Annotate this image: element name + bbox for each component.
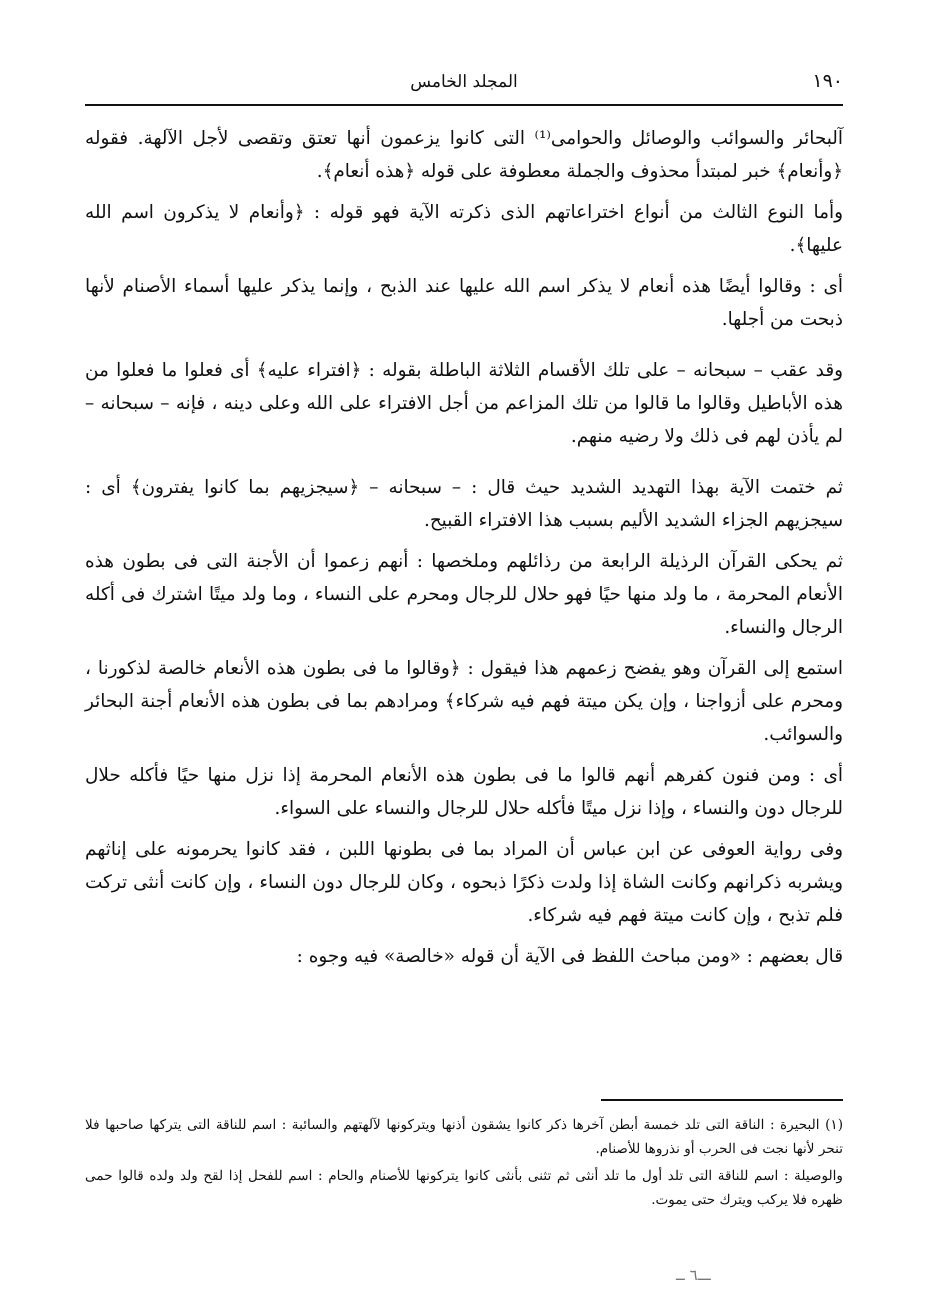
paragraph: ثم ختمت الآية بهذا التهديد الشديد حيث قال : – سبحانه – ﴿سيجزيهم بما كانوا يفترون﴾ أى : سيجزيهم الجزاء الشديد الأليم بسبب هذا الافتراء القبيح. (85, 477, 843, 531)
footnotes (85, 1113, 843, 1215)
paragraph: وأما النوع الثالث من أنواع اختراعاتهم الذى ذكرته الآية فهو قوله : ﴿وأنعام لا يذكرون اسم الله عليها﴾. (85, 202, 843, 256)
running-title: المجلد الخامس (410, 72, 518, 92)
footnote-divider (601, 1099, 843, 1101)
page-number: ١٩٠ (812, 70, 843, 92)
paragraph: وقد عقب – سبحانه – على تلك الأقسام الثلاثة الباطلة بقوله : ﴿افتراء عليه﴾ أى فعلوا ما فعلوا من هذه الأباطيل وقالوا ما قالوا من تلك المزاعم من أجل الافتراء على الله وعلى دينه ، فإنه – سبحانه – لم يأذن لهم فى ذلك ولا رضيه منهم. (85, 360, 843, 447)
footnote: والوصيلة : اسم للناقة التى تلد أول ما تلد أنثى ثم تثنى بأنثى كانوا يتركونها للأصنام والحام : اسم للفحل إذا لقح ولد ولده قالوا حمى ظهره فلا يركب ويترك حتى يموت. (85, 1168, 843, 1208)
paragraph: ثم يحكى القرآن الرذيلة الرابعة من رذائلهم وملخصها : أنهم زعموا أن الأجنة التى فى بطون هذه الأنعام المحرمة ، ما ولد منها حيًا فهو حلال للرجال ومحرم على النساء ، وما ولد ميتًا اشترك فى أكله الرجال والنساء. (85, 551, 843, 638)
footnote: (١) البحيرة : الناقة التى تلد خمسة أبطن آخرها ذكر كانوا يشقون أذنها ويتركونها لآلهتهم والسائبة : اسم للناقة التى يتركها صاحبها فلا تنحر لأنها نجت فى الحرب أو نذروها للأصنام. (85, 1117, 843, 1157)
paragraph: أى : وقالوا أيضًا هذه أنعام لا يذكر اسم الله عليها عند الذبح ، وإنما يذكر عليها أسماء الأصنام لأنها ذبحت من أجلها. (85, 276, 843, 330)
paragraph: أى : ومن فنون كفرهم أنهم قالوا ما فى بطون هذه الأنعام المحرمة إذا نزل منها حيًا فأكله حلال للرجال دون والنساء ، وإذا نزل ميتًا فأكله حلال للرجال والنساء على السواء. (85, 765, 843, 819)
paragraph: آلبحائر والسوائب والوصائل والحوامى⁽¹⁾ التى كانوا يزعمون أنها تعتق وتقصى لأجل الآلهة. فقوله ﴿وأنعام﴾ خبر لمبتدأ محذوف والجملة معطوفة على قوله ﴿هذه أنعام﴾. (85, 128, 843, 182)
page-header (85, 66, 843, 106)
paragraph: وفى رواية العوفى عن ابن عباس أن المراد بما فى بطونها اللبن ، فقد كانوا يحرمونه على إناثهم ويشربه ذكرانهم وكانت الشاة إذا ولدت ذكرًا ذبحوه ، وكان للرجال دون النساء ، وإن كانت أنثى تركت فلم تذبح ، وإن كانت ميتة فهم فيه شركاء. (85, 839, 843, 926)
paragraph: استمع إلى القرآن وهو يفضح زعمهم هذا فيقول : ﴿وقالوا ما فى بطون هذه الأنعام خالصة لذكورنا ، ومحرم على أزواجنا ، وإن يكن ميتة فهم فيه شركاء﴾ ومرادهم بما فى بطون هذه الأنعام أجنة البحائر والسوائب. (85, 658, 843, 745)
printer-mark: ـــ٦ ــ (676, 1266, 711, 1284)
main-text (85, 122, 843, 981)
paragraph: قال بعضهم : «ومن مباحث اللفظ فى الآية أن قوله «خالصة» فيه وجوه : (296, 946, 843, 967)
